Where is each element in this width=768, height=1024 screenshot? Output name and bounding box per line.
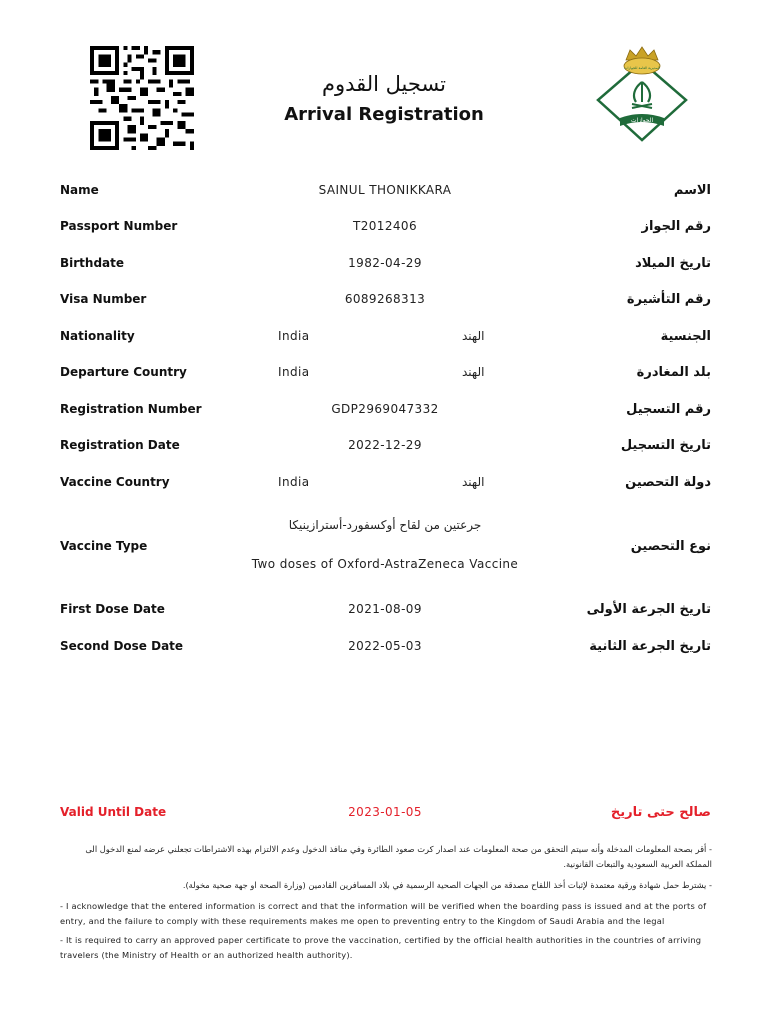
value-vaccine-country-en: India — [278, 475, 310, 489]
label-birthdate-en: Birthdate — [60, 256, 125, 270]
label-departure-ar: بلد المغادرة — [636, 365, 711, 380]
svg-text:المديرية العامة للجوازات: المديرية العامة للجوازات — [624, 66, 660, 70]
field-row-first-dose — [0, 602, 768, 622]
field-row-second-dose — [0, 639, 768, 659]
value-nationality-ar: الهند — [462, 329, 485, 343]
label-visa-en: Visa Number — [60, 292, 147, 306]
label-vaccine-country-ar: دولة التحصين — [625, 475, 711, 490]
field-row-vaccine-type — [0, 539, 768, 559]
note-english-certificate: - It is required to carry an approved paper certificate to prove the vaccination, certified by the official health authorities in the countries of arriving travelers (the Ministry of Health or an authorized health authority). — [60, 935, 702, 960]
note-arabic-certificate: - يشترط حمل شهادة ورقية معتمدة لإثبات أخذ اللقاح مصدقة من الجهات الصحية الرسمية في بلاد المسافرين القادمين (وزارة الصحة او جهة صحية مخولة). — [182, 880, 712, 890]
value-departure-ar: الهند — [462, 365, 485, 379]
label-second-dose-en: Second Dose Date — [60, 639, 184, 653]
label-registration-number-en: Registration Number — [60, 402, 202, 416]
label-nationality-en: Nationality — [60, 329, 135, 343]
value-registration-date: 2022-12-29 — [348, 438, 422, 452]
label-valid-until-en: Valid Until Date — [60, 805, 167, 819]
label-first-dose-en: First Dose Date — [60, 602, 165, 616]
field-row-name — [0, 183, 768, 203]
label-registration-number-ar: رقم التسجيل — [626, 402, 711, 417]
label-registration-date-ar: تاريخ التسجيل — [620, 438, 711, 453]
label-passport-en: Passport Number — [60, 219, 178, 233]
value-first-dose: 2021-08-09 — [348, 602, 422, 616]
value-vaccine-type-en: Two doses of Oxford-AstraZeneca Vaccine — [251, 557, 519, 571]
qr-code — [90, 46, 194, 150]
value-name: SAINUL THONIKKARA — [318, 183, 452, 197]
field-row-birthdate — [0, 256, 768, 276]
label-nationality-ar: الجنسية — [660, 329, 711, 344]
label-visa-ar: رقم التأشيرة — [626, 292, 711, 307]
field-row-registration-date — [0, 438, 768, 458]
label-valid-until-ar: صالح حتى تاريخ — [610, 805, 711, 820]
field-row-departure-country — [0, 365, 768, 385]
value-valid-until: 2023-01-05 — [348, 805, 422, 819]
field-row-vaccine-type-en-value — [0, 557, 768, 577]
field-row-nationality — [0, 329, 768, 349]
page-title-arabic: تسجيل القدوم — [321, 72, 447, 96]
value-nationality-en: India — [278, 329, 310, 343]
label-birthdate-ar: تاريخ الميلاد — [635, 256, 711, 271]
label-passport-ar: رقم الجواز — [641, 219, 711, 234]
value-registration-number: GDP2969047332 — [331, 402, 439, 416]
field-row-vaccine-country — [0, 475, 768, 495]
disclaimer-notes — [60, 842, 712, 967]
page-title-english: Arrival Registration — [284, 104, 484, 125]
field-row-valid-until — [0, 805, 768, 825]
label-vaccine-type-en: Vaccine Type — [60, 539, 148, 553]
value-birthdate: 1982-04-29 — [348, 256, 422, 270]
label-vaccine-type-ar: نوع التحصين — [630, 539, 711, 554]
note-english-acknowledgement: - I acknowledge that the entered information is correct and that the information will be verified when the boarding pass is issued and at the ports of entry, and the failure to comply with these requirements makes me open to preventing entry to the Kingdom of Saudi Arabia and the legal — [60, 901, 707, 926]
label-departure-en: Departure Country — [60, 365, 187, 379]
label-registration-date-en: Registration Date — [60, 438, 180, 452]
field-row-vaccine-type-ar-value — [0, 518, 768, 538]
label-second-dose-ar: تاريخ الجرعة الثانية — [589, 639, 711, 654]
label-vaccine-country-en: Vaccine Country — [60, 475, 170, 489]
value-passport: T2012406 — [353, 219, 417, 233]
value-vaccine-type-ar: جرعتين من لقاح أوكسفورد-أسترازينيكا — [288, 518, 482, 532]
value-visa: 6089268313 — [344, 292, 426, 306]
label-name-en: Name — [60, 183, 99, 197]
field-row-visa — [0, 292, 768, 312]
value-vaccine-country-ar: الهند — [462, 475, 485, 489]
svg-text:الجوازات: الجوازات — [630, 117, 654, 124]
note-arabic-acknowledgement: - أقر بصحة المعلومات المدخلة وأنه سيتم التحقق من صحة المعلومات عند اصدار كرت صعود الطائرة وفي منافذ الدخول وعدم الالتزام بهذه الاشتراطات تجعلني عرضه لمنع الدخول الى المملكة العربية السعودية والتبعات القانونية. — [85, 844, 712, 869]
label-first-dose-ar: تاريخ الجرعة الأولى — [586, 602, 711, 617]
field-row-passport — [0, 219, 768, 239]
value-second-dose: 2022-05-03 — [348, 639, 422, 653]
label-name-ar: الاسم — [673, 183, 711, 198]
field-row-registration-number — [0, 402, 768, 422]
value-departure-en: India — [278, 365, 310, 379]
